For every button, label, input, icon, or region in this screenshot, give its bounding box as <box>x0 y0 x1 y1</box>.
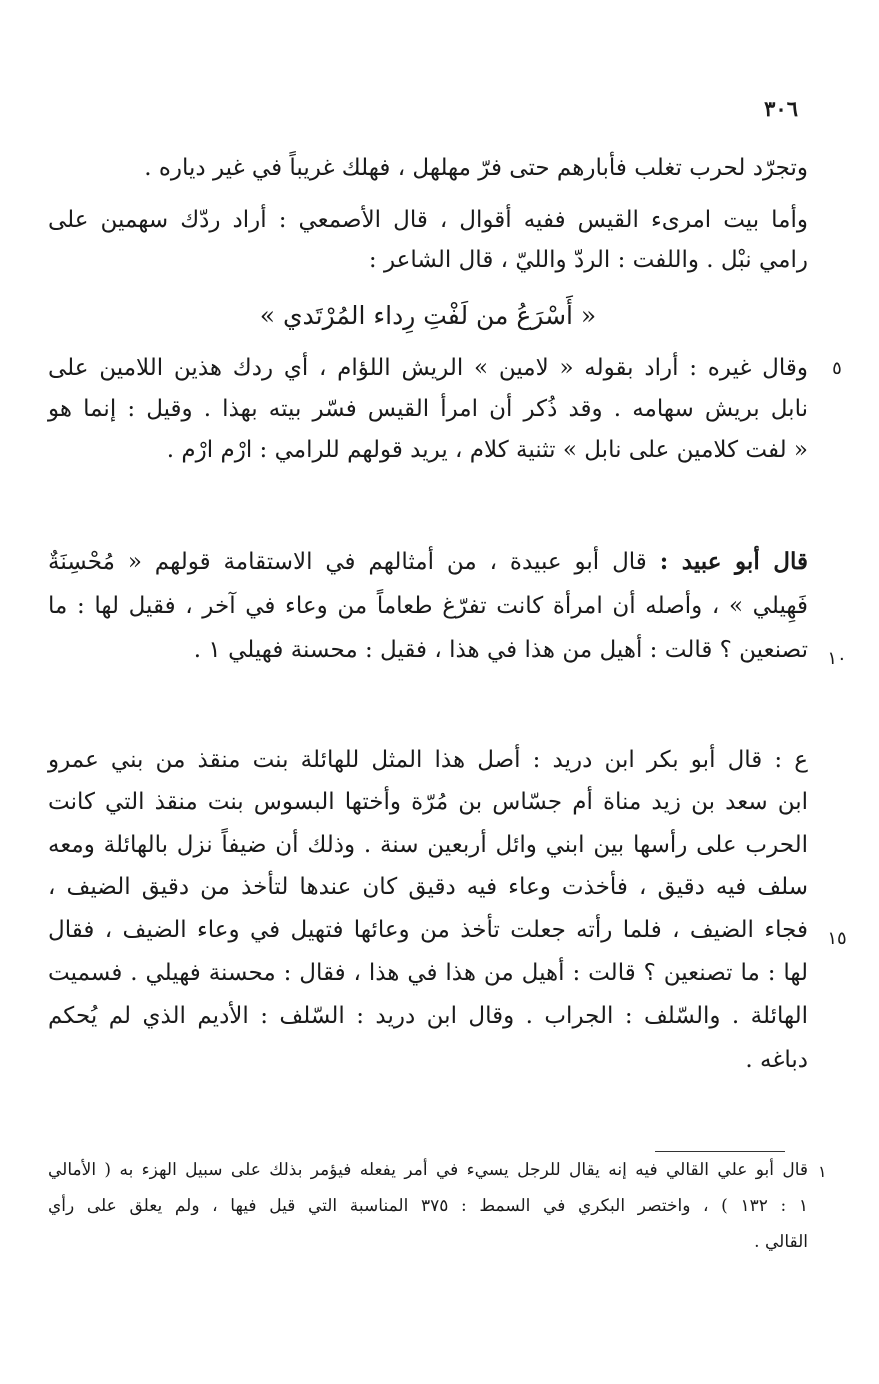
lemma-heading: قال أبو عبيد : <box>659 548 809 575</box>
footnote-number: ١ <box>818 1162 827 1181</box>
footnote-line-3: القالي . <box>754 1232 808 1252</box>
paragraph-3-line-1: وقال غيره : أراد بقوله « لامين » الريش اللؤام ، أي ردك هذين اللامين على <box>48 355 808 381</box>
line-number-5: ٥ <box>832 358 842 379</box>
verse-line: « أَسْرَعُ من لَفْتِ رِداء المُرْتَدي » <box>259 301 597 330</box>
paragraph-2-line-2: رامي نبْل . واللفت : الردّ والليّ ، قال الشاعر : <box>368 247 808 273</box>
line-number-15: ١٥ <box>827 928 847 949</box>
paragraph-4-line-1-text: قال أبو عبيدة ، من أمثالهم في الاستقامة قولهم « مُحْسِنَةٌ <box>48 549 647 575</box>
paragraph-4-line-1 <box>48 546 808 578</box>
footnote-line-2: ١ : ١٣٢ ) ، واختصر البكري في السمط : ٣٧٥ المناسبة التي قيل فيها ، ولم يعلق على رأي <box>48 1196 808 1216</box>
line-number-10: ١٠ <box>827 648 847 669</box>
paragraph-3-line-2: نابل بريش سهامه . وقد ذُكر أن امرأ القيس فسّر بيته بهذا . وقيل : إنما هو <box>48 396 808 422</box>
paragraph-2-line-1: وأما بيت امرىء القيس ففيه أقوال ، قال الأصمعي : أراد ردّك سهمين على <box>48 207 808 233</box>
paragraph-1-line-1: وتجرّد لحرب تغلب فأبارهم حتى فرّ مهلهل ، فهلك غريباً في غير دياره . <box>144 155 808 181</box>
paragraph-5-line-3: الحرب على رأسها بين ابني وائل أربعين سنة . وذلك أن ضيفاً نزل بالهائلة ومعه <box>48 832 808 858</box>
paragraph-4-line-2: فَهِيلي » ، وأصله أن امرأة كانت تفرّغ طعاماً من وعاء في آخر ، فقيل لها : ما <box>48 593 808 619</box>
paragraph-3-line-3: « لفت كلامين على نابل » تثنية كلام ، يريد قولهم للرامي : ارْم ارْم . <box>166 437 808 463</box>
paragraph-5-line-7: الهائلة . والسّلف : الجراب . وقال ابن دريد : السّلف : الأديم الذي لم يُحكم <box>48 1003 808 1029</box>
page-number: ٣٠٦ <box>764 96 798 121</box>
paragraph-5-line-8: دباغه . <box>745 1047 808 1073</box>
paragraph-5-line-1: ع : قال أبو بكر ابن دريد : أصل هذا المثل للهائلة بنت منقذ من بني عمرو <box>48 747 808 773</box>
paragraph-5-line-2: ابن سعد بن زيد مناة أم جسّاس بن مُرّة وأختها البسوس بنت منقذ التي كانت <box>48 789 808 815</box>
paragraph-5-line-5: فجاء الضيف ، فلما رأته جعلت تأخذ من وعائها فتهيل في وعاء الضيف ، فقال <box>48 917 808 943</box>
footnote-line-1: قال أبو علي القالي فيه إنه يقال للرجل يسيء في أمر يفعله فيؤمر بذلك على سبيل الهزء به ( الأمالي <box>48 1160 808 1180</box>
paragraph-4-line-3: تصنعين ؟ قالت : أهيل من هذا في هذا ، فقيل : محسنة فهيلي ١ . <box>193 637 808 663</box>
footnote-separator <box>655 1151 785 1152</box>
paragraph-5-line-6: لها : ما تصنعين ؟ قالت : أهيل من هذا في هذا ، فقال : محسنة فهيلي . فسميت <box>48 960 808 986</box>
paragraph-5-line-4: سلف فيه دقيق ، فأخذت وعاء فيه دقيق كان عندها لتأخذ من دقيق الضيف ، <box>48 874 808 900</box>
